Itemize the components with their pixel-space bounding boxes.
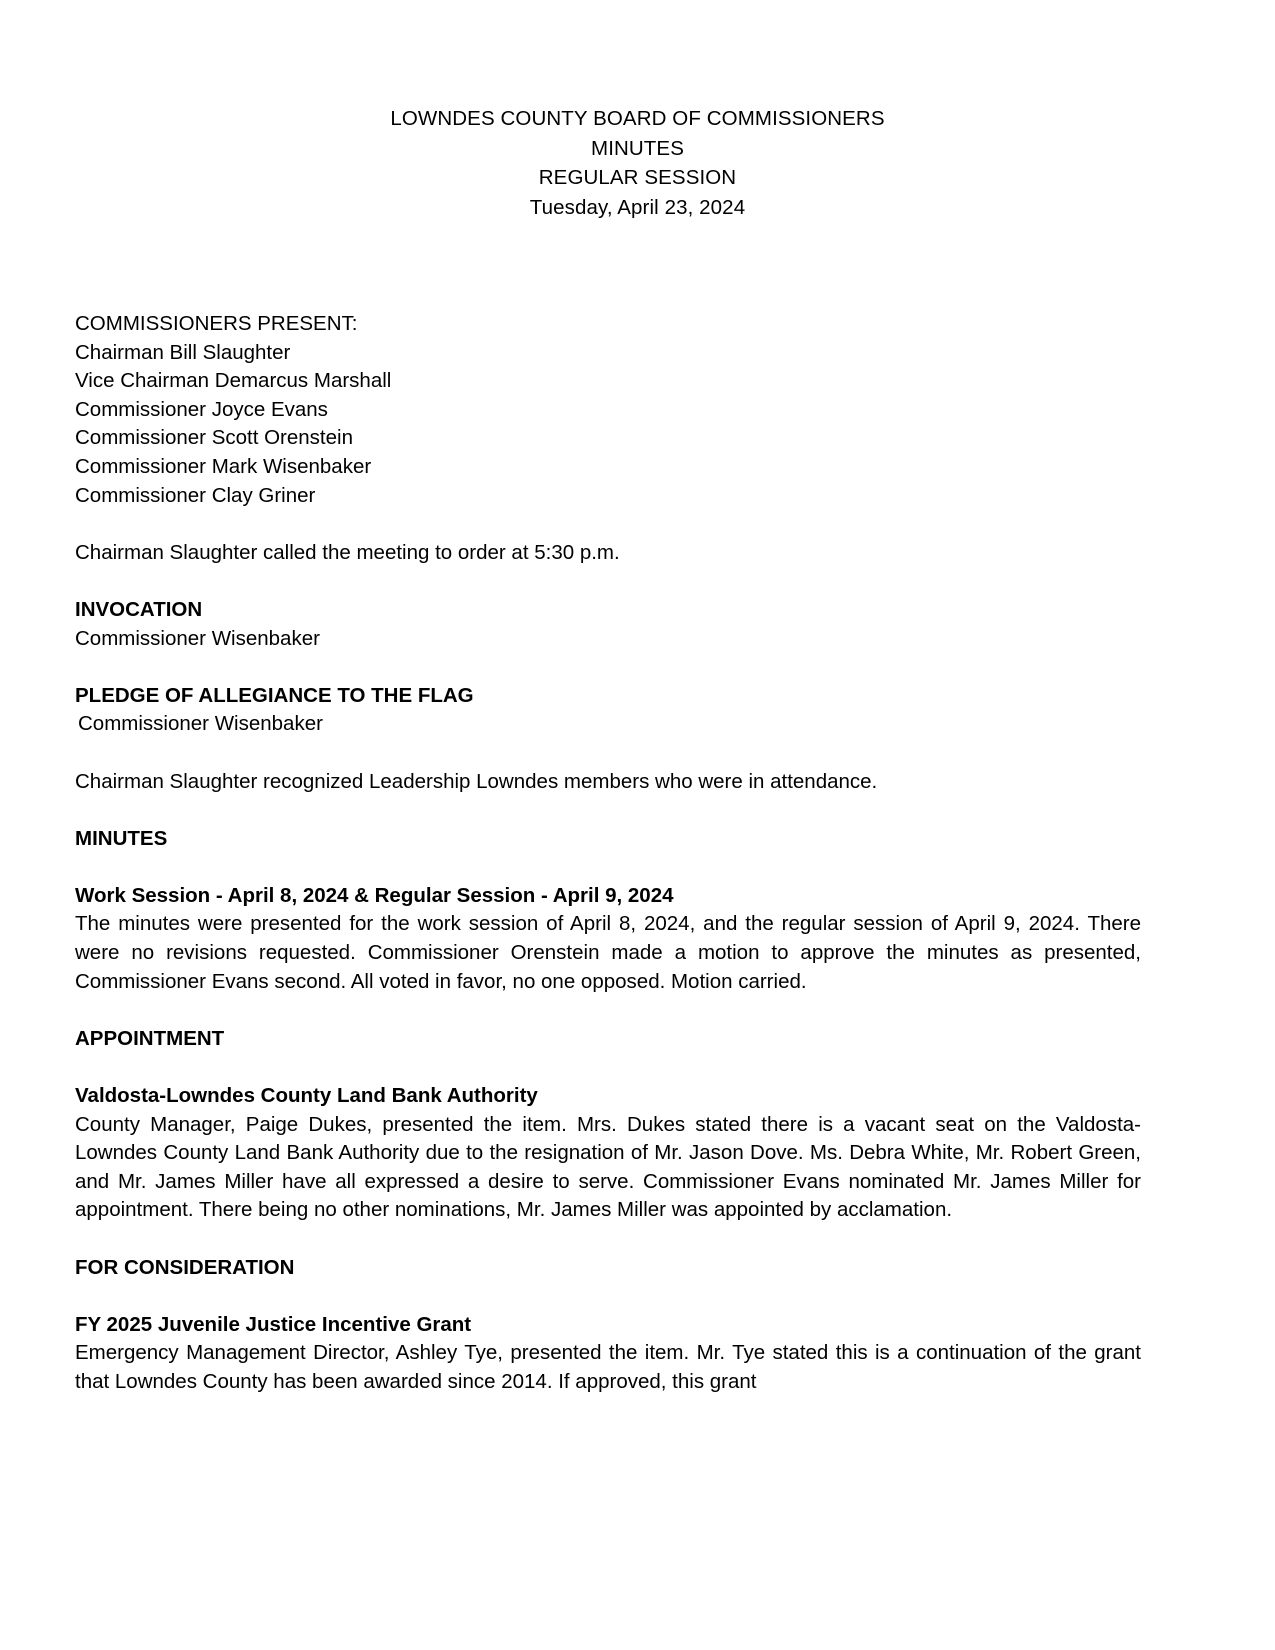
invocation-person: Commissioner Wisenbaker [75,626,320,650]
commissioners-present-label: COMMISSIONERS PRESENT: [75,312,358,335]
document-body [75,310,1141,1397]
spacer [75,739,1141,768]
section-heading-minutes: MINUTES [75,826,168,850]
section-heading-appointment: APPOINTMENT [75,1026,225,1050]
commissioner-name: Chairman Bill Slaughter [75,340,291,364]
item-body-work-session: The minutes were presented for the work session of April 8, 2024, and the regular session of April 9, 2024. There were no revisions requested. Commissioner Orenstein made a motion to approve the minutes as presented, Commissioner Evans second. All voted in favor, no one opposed. Motion carried. [75,912,1141,993]
item-heading-work-session: Work Session - April 8, 2024 & Regular Session - April 9, 2024 [75,883,674,907]
header-line-doctype: MINUTES [591,136,684,160]
commissioner-name: Commissioner Mark Wisenbaker [75,454,372,478]
header-line-organization: LOWNDES COUNTY BOARD OF COMMISSIONERS [390,107,885,130]
spacer [75,1053,1141,1082]
commissioners-present-block [75,310,1141,510]
spacer [75,996,1141,1025]
commissioner-name: Commissioner Joyce Evans [75,397,328,421]
header-line-session: REGULAR SESSION [538,166,737,189]
spacer [75,1282,1141,1311]
item-heading-juvenile-justice-grant: FY 2025 Juvenile Justice Incentive Grant [75,1312,472,1336]
document-header [0,104,1275,222]
section-heading-pledge: PLEDGE OF ALLEGIANCE TO THE FLAG [75,683,474,707]
section-heading-for-consideration: FOR CONSIDERATION [75,1255,295,1279]
spacer [75,1225,1141,1254]
spacer [75,567,1141,596]
spacer [75,510,1141,539]
recognition-line: Chairman Slaughter recognized Leadership Lowndes members who were in attendance. [75,769,878,793]
call-to-order-line: Chairman Slaughter called the meeting to order at 5:30 p.m. [75,540,620,564]
section-heading-invocation: INVOCATION [75,597,203,621]
header-line-date: Tuesday, April 23, 2024 [529,195,746,219]
pledge-person: Commissioner Wisenbaker [78,712,323,736]
item-body-land-bank-authority: County Manager, Paige Dukes, presented the item. Mrs. Dukes stated there is a vacant seat on the Valdosta-Lowndes County Land Bank Authority due to the resignation of Mr. Jason Dove. Ms. Debra White, Mr. Robert Green, and Mr. James Miller have all expressed a desire to serve. Commissioner Evans nominated Mr. James Miller for appointment. There being no other nominations, Mr. James Miller was appointed by acclamation. [75,1112,1141,1222]
spacer [75,796,1141,825]
spacer [75,653,1141,682]
commissioner-name: Commissioner Clay Griner [75,483,316,507]
item-heading-land-bank-authority: Valdosta-Lowndes County Land Bank Authority [75,1084,538,1108]
item-body-juvenile-justice-grant: Emergency Management Director, Ashley Tye, presented the item. Mr. Tye stated this is a continuation of the grant that Lowndes County has been awarded since 2014. If approved, this grant [75,1341,1141,1393]
spacer [75,853,1141,882]
commissioner-name: Vice Chairman Demarcus Marshall [75,369,392,393]
commissioner-name: Commissioner Scott Orenstein [75,426,353,450]
